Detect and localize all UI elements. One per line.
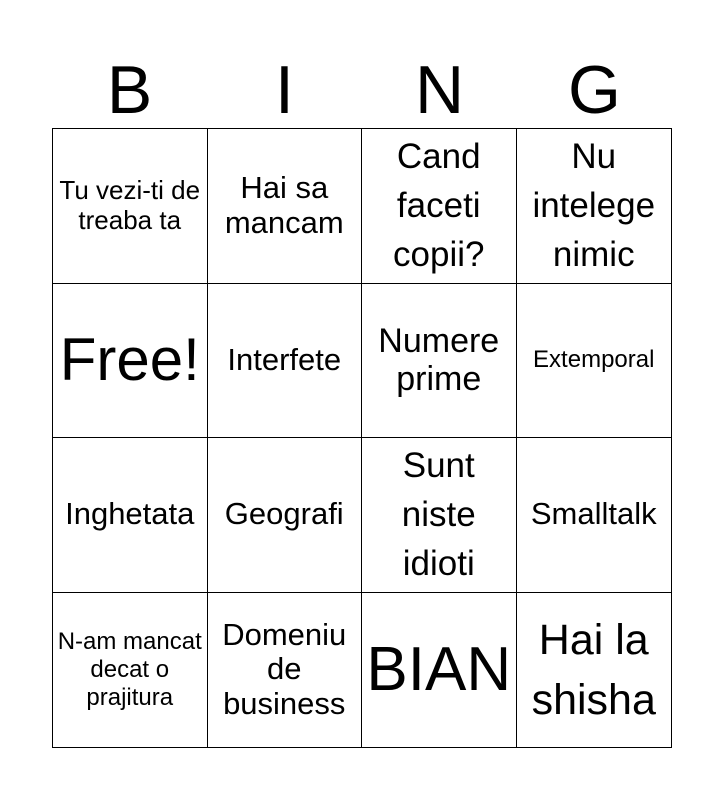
- bingo-board: [52, 128, 672, 748]
- cell-label: Nu intelege nimic: [532, 136, 656, 275]
- bingo-cell-r3c1[interactable]: [53, 438, 208, 593]
- header-letter-n: N: [414, 52, 465, 128]
- bingo-cell-r4c4[interactable]: [517, 593, 672, 748]
- cell-label: Hai sa mancam: [224, 170, 344, 240]
- bingo-cell-r1c3[interactable]: [362, 129, 517, 284]
- bingo-cell-r4c2[interactable]: [208, 593, 363, 748]
- bingo-header: [52, 52, 672, 128]
- cell-label: Tu vezi-ti de treaba ta: [59, 175, 201, 235]
- bingo-cell-r2c4[interactable]: [517, 284, 672, 439]
- bingo-cell-r1c2[interactable]: [208, 129, 363, 284]
- header-letter-b: B: [106, 52, 153, 128]
- header-letter-i: I: [275, 52, 294, 128]
- bingo-cell-r2c2[interactable]: [208, 284, 363, 439]
- cell-label: Interfete: [227, 341, 342, 377]
- cell-label: Geografi: [224, 496, 344, 532]
- bingo-cell-r3c4[interactable]: [517, 438, 672, 593]
- header-letter-g: G: [568, 52, 621, 128]
- bingo-cell-free[interactable]: [53, 284, 208, 439]
- bingo-cell-r4c1[interactable]: [53, 593, 208, 748]
- bingo-cell-r3c3[interactable]: [362, 438, 517, 593]
- bingo-cell-r1c4[interactable]: [517, 129, 672, 284]
- cell-label: Smalltalk: [530, 496, 657, 532]
- cell-label: Free!: [59, 326, 200, 394]
- cell-label: Domeniu de business: [222, 616, 347, 722]
- bingo-cell-r4c3[interactable]: [362, 593, 517, 748]
- cell-label: Cand faceti copii?: [393, 136, 485, 275]
- bingo-cell-r1c1[interactable]: [53, 129, 208, 284]
- cell-label: Numere prime: [378, 322, 500, 399]
- cell-label: N-am mancat decat o prajitura: [57, 628, 202, 711]
- cell-label: Hai la shisha: [531, 615, 656, 724]
- cell-label: Extemporal: [533, 346, 655, 374]
- bingo-cell-r3c2[interactable]: [208, 438, 363, 593]
- cell-label: Inghetata: [65, 496, 195, 532]
- cell-label: Sunt niste idioti: [401, 445, 476, 584]
- bingo-cell-r2c3[interactable]: [362, 284, 517, 439]
- cell-label: BIAN: [366, 634, 512, 704]
